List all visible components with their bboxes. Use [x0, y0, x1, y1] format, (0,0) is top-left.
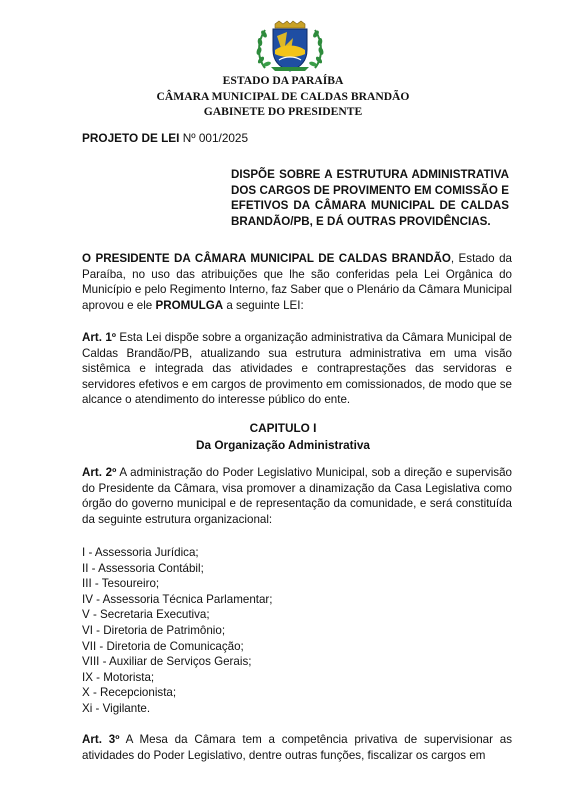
article-3-label: Art. 3º [82, 733, 120, 746]
municipal-coat-of-arms-icon [255, 20, 325, 72]
preamble-paragraph [82, 251, 512, 313]
article-1-label: Art. 1º [82, 331, 117, 344]
list-item: III - Tesoureiro; [82, 577, 160, 591]
header-office: GABINETE DO PRESIDENTE [203, 105, 363, 118]
header-state: ESTADO DA PARAÍBA [222, 74, 344, 87]
preamble-text-b: a seguinte LEI: [223, 298, 304, 312]
article-1 [82, 330, 512, 408]
article-2-label: Art. 2º [82, 466, 117, 479]
list-item: X - Recepcionista; [82, 686, 177, 700]
bill-identifier [82, 131, 248, 145]
bill-number: Nº 001/2025 [182, 131, 249, 145]
promulga-word: PROMULGA [155, 298, 224, 312]
organizational-structure-list [82, 545, 512, 717]
article-3-text: A Mesa da Câmara tem a competência privativa de supervisionar as atividades do Poder Legislativo, dentre outras funções, fiscalizar os cargos em [82, 733, 512, 762]
article-2 [82, 465, 512, 527]
header-chamber: CÂMARA MUNICIPAL DE CALDAS BRANDÃO [156, 89, 410, 103]
article-3 [82, 732, 512, 763]
article-2-text: A administração do Poder Legislativo Municipal, sob a direção e supervisão do Presidente da Câmara, visa promover a dinamização da Casa Legislativa como órgão do governo municipal e de representação da comunidade, e será constituída da seguinte estrutura organizacional: [82, 466, 513, 526]
document-header [0, 73, 566, 120]
chapter-heading [0, 420, 566, 453]
list-item: IX - Motorista; [82, 670, 155, 684]
list-item: VI - Diretoria de Patrimônio; [82, 623, 226, 637]
list-item: I - Assessoria Jurídica; [82, 546, 199, 559]
list-item: V - Secretaria Executiva; [82, 608, 210, 622]
list-item: II - Assessoria Contábil; [82, 561, 204, 575]
list-item: VIII - Auxiliar de Serviços Gerais; [82, 655, 252, 669]
list-item: Xi - Vigilante. [82, 701, 151, 715]
list-item: IV - Assessoria Técnica Parlamentar; [82, 592, 273, 606]
preamble-text-a: , Estado da Paraíba, no uso das atribuições que lhe são conferidas pela Lei Orgânica do Município e pelo Regimento Interno, faz Saber que o Plenário da Câmara Municipal aprovou e ele [82, 252, 513, 312]
bill-label: PROJETO DE LEI [82, 131, 180, 145]
preamble-lead: O PRESIDENTE DA CÂMARA MUNICIPAL DE CALDAS BRANDÃO [82, 252, 451, 265]
article-1-text: Esta Lei dispõe sobre a organização administrativa da Câmara Municipal de Caldas Brandão/PB, atualizando sua estrutura administrativa em uma visão sistêmica e integrada das atividades e contraprestações das servidoras e servidores efetivos e em cargos de provimento em comissionados, de modo que se alcance o atendimento do interesse público do ente. [82, 331, 512, 407]
chapter-subtitle: Da Organização Administrativa [196, 437, 370, 452]
list-item: VII - Diretoria de Comunicação; [82, 639, 244, 653]
chapter-title: CAPITULO I [249, 421, 317, 435]
bill-summary: DISPÕE SOBRE A ESTRUTURA ADMINISTRATIVA DOS CARGOS DE PROVIMENTO EM COMISSÃO E EFETIVOS DA CÂMARA MUNICIPAL DE CALDAS BRANDÃO/PB, E DÁ OUTRAS PROVIDÊNCIAS. [231, 168, 509, 228]
